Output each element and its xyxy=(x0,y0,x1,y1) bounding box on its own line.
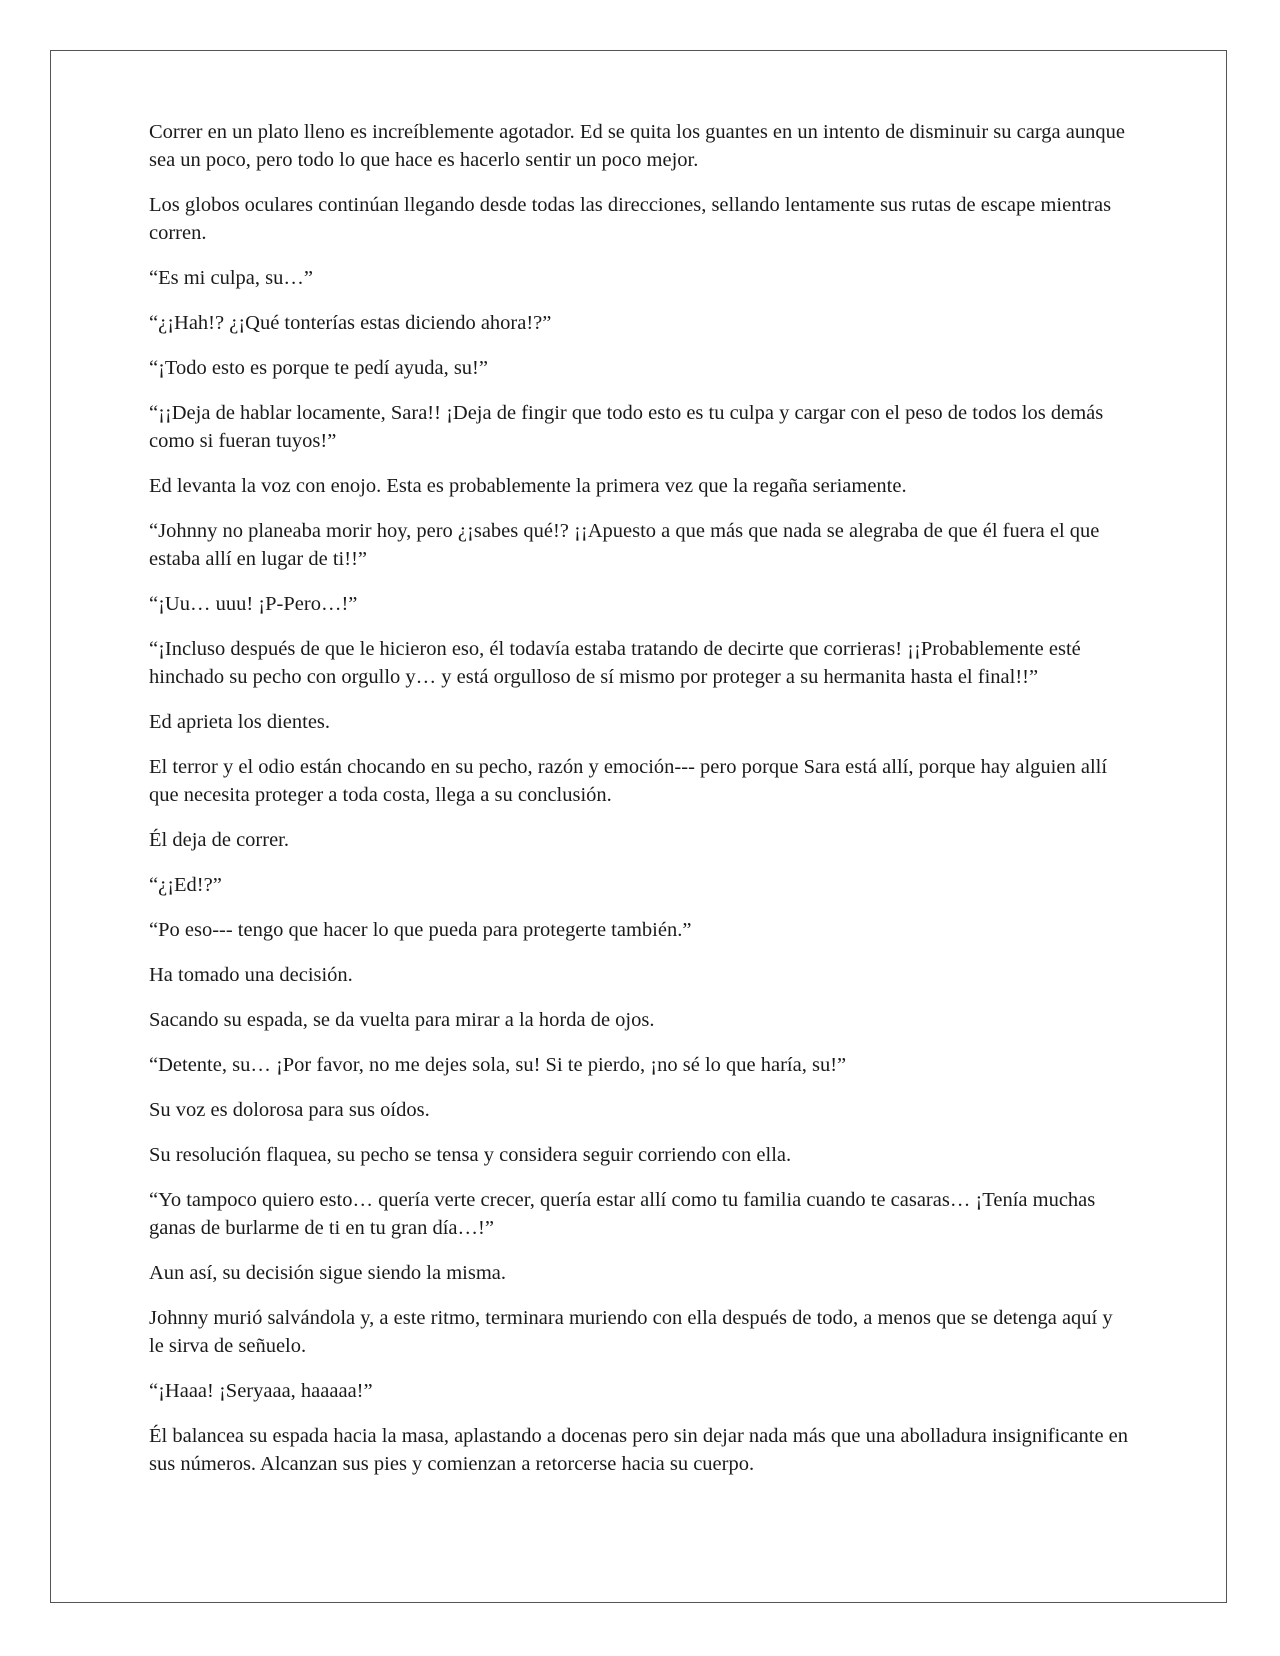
paragraph: “¡Haaa! ¡Seryaaa, haaaaa!” xyxy=(149,1380,373,1402)
paragraph: Ed aprieta los dientes. xyxy=(149,711,331,733)
document-body xyxy=(149,118,1131,1495)
paragraph: Ha tomado una decisión. xyxy=(149,964,353,986)
paragraph: Aun así, su decisión sigue siendo la misma. xyxy=(149,1262,506,1284)
paragraph: “¡Uu… uuu! ¡P-Pero…!” xyxy=(149,593,358,615)
paragraph: Correr en un plato lleno es increíblemente agotador. Ed se quita los guantes en un intento de disminuir su carga aunque sea un poco, pero todo lo que hace es hacerlo sentir un poco mejor. xyxy=(149,121,1125,171)
paragraph: “Yo tampoco quiero esto… quería verte crecer, quería estar allí como tu familia cuando te casaras… ¡Tenía muchas ganas de burlarme de ti en tu gran día…!” xyxy=(149,1189,1096,1239)
paragraph: “¿¡Hah!? ¿¡Qué tonterías estas diciendo ahora!?” xyxy=(149,312,552,334)
paragraph: Él deja de correr. xyxy=(149,829,290,851)
paragraph: Su voz es dolorosa para sus oídos. xyxy=(149,1099,430,1121)
paragraph: “¡¡Deja de hablar locamente, Sara!! ¡Deja de fingir que todo esto es tu culpa y cargar con el peso de todos los demás como si fueran tuyos!” xyxy=(149,402,1104,452)
paragraph: “Po eso--- tengo que hacer lo que pueda para protegerte también.” xyxy=(149,919,692,941)
paragraph: Su resolución flaquea, su pecho se tensa y considera seguir corriendo con ella. xyxy=(149,1144,792,1166)
paragraph: Sacando su espada, se da vuelta para mirar a la horda de ojos. xyxy=(149,1009,655,1031)
paragraph: “¡Todo esto es porque te pedí ayuda, su!” xyxy=(149,357,488,379)
paragraph: Los globos oculares continúan llegando desde todas las direcciones, sellando lentamente sus rutas de escape mientras corren. xyxy=(149,194,1112,244)
paragraph: Johnny murió salvándola y, a este ritmo, terminara muriendo con ella después de todo, a menos que se detenga aquí y le sirva de señuelo. xyxy=(149,1307,1113,1357)
paragraph: “¿¡Ed!?” xyxy=(149,874,222,896)
paragraph: “Detente, su… ¡Por favor, no me dejes sola, su! Si te pierdo, ¡no sé lo que haría, su!” xyxy=(149,1054,847,1076)
paragraph: Ed levanta la voz con enojo. Esta es probablemente la primera vez que la regaña seriamente. xyxy=(149,475,907,497)
paragraph: El terror y el odio están chocando en su pecho, razón y emoción--- pero porque Sara está allí, porque hay alguien allí que necesita proteger a toda costa, llega a su conclusión. xyxy=(149,756,1108,806)
paragraph: Él balancea su espada hacia la masa, aplastando a docenas pero sin dejar nada más que una abolladura insignificante en sus números. Alcanzan sus pies y comienzan a retorcerse hacia su cuerpo. xyxy=(149,1425,1129,1475)
paragraph: “¡Incluso después de que le hicieron eso, él todavía estaba tratando de decirte que corrieras! ¡¡Probablemente esté hinchado su pecho con orgullo y… y está orgulloso de sí mismo por proteger a su hermanita hasta el final!!” xyxy=(149,638,1081,688)
paragraph: “Es mi culpa, su…” xyxy=(149,267,313,289)
paragraph: “Johnny no planeaba morir hoy, pero ¿¡sabes qué!? ¡¡Apuesto a que más que nada se alegraba de que él fuera el que estaba allí en lugar de ti!!” xyxy=(149,520,1100,570)
